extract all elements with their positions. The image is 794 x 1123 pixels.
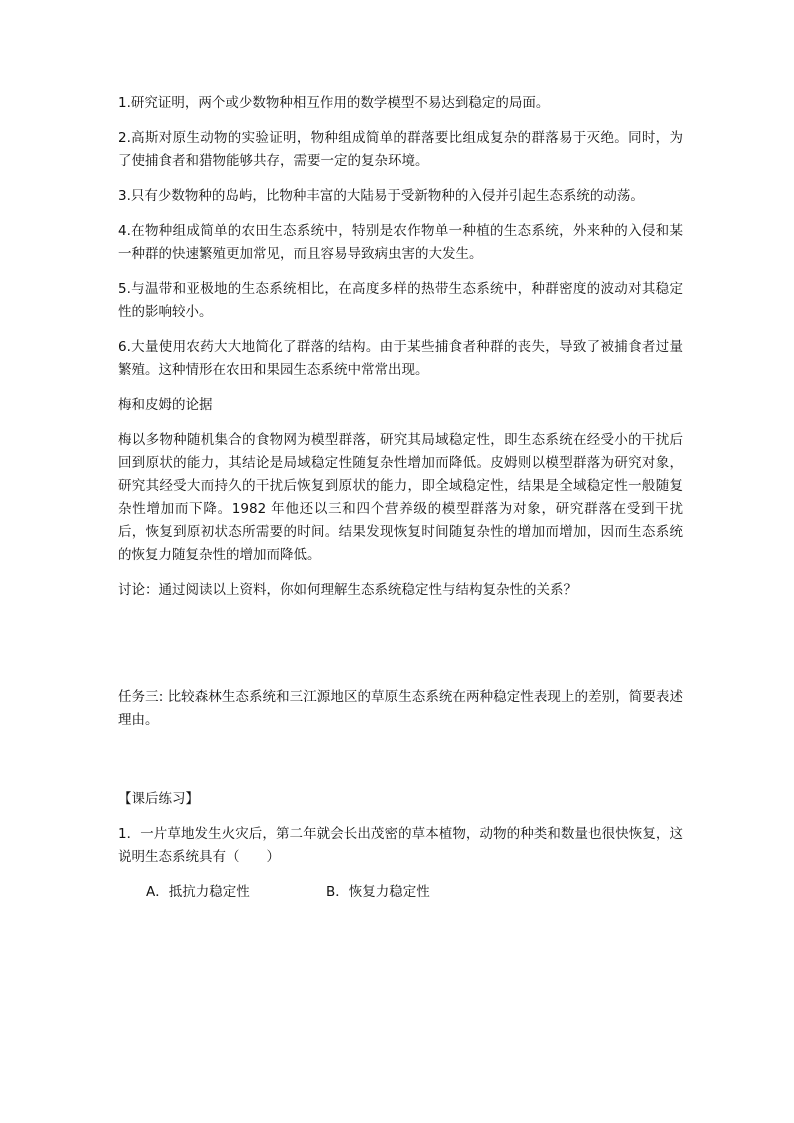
exercise-question-1: 1．一片草地发生火灾后，第二年就会长出茂密的草本植物，动物的种类和数量也很快恢复，这说明生态系统具有（ ） (118, 826, 683, 865)
material-item-3: 3.只有少数物种的岛屿，比物种丰富的大陆易于受新物种的入侵并引起生态系统的动荡。 (118, 188, 644, 204)
document-page (118, 92, 683, 904)
discussion-question: 讨论：通过阅读以上资料，你如何理解生态系统稳定性与结构复杂性的关系？ (118, 582, 577, 598)
task-three: 任务三: 比较森林生态系统和三江源地区的草原生态系统在两种稳定性表现上的差别，简要表述理由。 (118, 689, 683, 728)
material-item-4: 4.在物种组成简单的农田生态系统中，特别是农作物单一种植的生态系统，外来种的入侵和某一种群的快速繁殖更加常见，而且容易导致病虫害的大发生。 (118, 223, 683, 262)
material-item-6: 6.大量使用农药大大地简化了群落的结构。由于某些捕食者种群的丧失，导致了被捕食者过量繁殖。这种情形在农田和果园生态系统中常常出现。 (118, 339, 683, 378)
material-item-2: 2.高斯对原生动物的实验证明，物种组成简单的群落要比组成复杂的群落易于灭绝。同时，为了使捕食者和猎物能够共存，需要一定的复杂环境。 (118, 130, 683, 169)
option-a: A．抵抗力稳定性 (146, 884, 250, 900)
answer-options (118, 881, 683, 904)
argument-paragraph: 梅以多物种随机集合的食物网为模型群落，研究其局域稳定性，即生态系统在经受小的干扰后回到原状的能力，其结论是局域稳定性随复杂性增加而降低。皮姆则以模型群落为研究对象，研究其经受大而持久的干扰后恢复到原状的能力，即全域稳定性，结果是全域稳定性一般随复杂性增加而下降。1982 年他还以三和四个营养级的模型群落为对象，研究群落在受到干扰后，恢复到原初状态所需要的时间。结果发现恢复时间随复杂性的增加而增加，因而生态系统的恢复力随复杂性的增加而降低。 (118, 432, 683, 563)
subheading: 梅和皮姆的论据 (118, 397, 213, 413)
material-item-1: 1.研究证明，两个或少数物种相互作用的数学模型不易达到稳定的局面。 (118, 95, 550, 111)
option-b: B．恢复力稳定性 (326, 884, 430, 900)
material-item-5: 5.与温带和亚极地的生态系统相比，在高度多样的热带生态系统中，种群密度的波动对其稳定性的影响较小。 (118, 281, 683, 320)
exercise-heading: 【课后练习】 (118, 791, 199, 807)
